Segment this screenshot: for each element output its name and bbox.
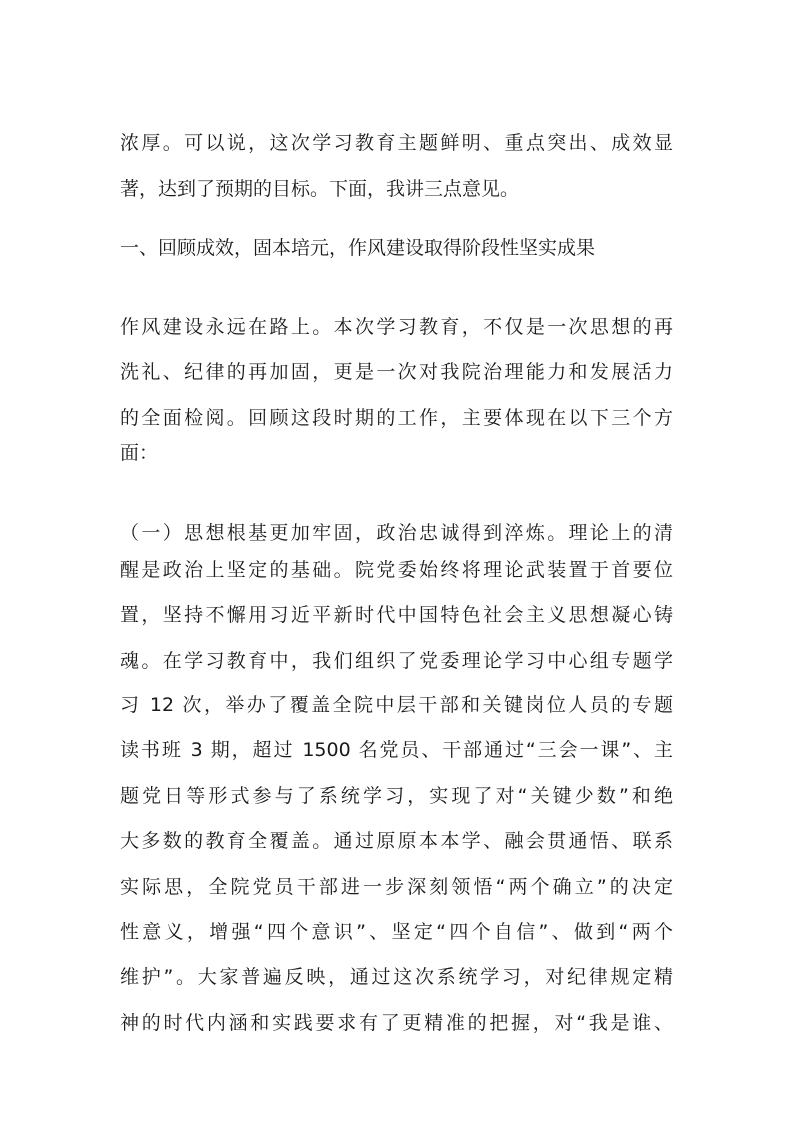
text-line: 浓厚。可以说，这次学习教育主题鲜明、重点突出、成效显: [120, 132, 673, 154]
text-line: 维护”。大家普遍反映，通过这次系统学习，对纪律规定精: [120, 966, 673, 988]
text-line: （一）思想根基更加牢固，政治忠诚得到淬炼。理论上的清: [120, 522, 673, 544]
text-line: 读书班 3 期，超过 1500 名党员、干部通过“三会一课”、主: [120, 739, 673, 761]
text-line: 的全面检阅。回顾这段时期的工作，主要体现在以下三个方: [120, 407, 673, 429]
text-line: 题党日等形式参与了系统学习，实现了对“关键少数”和绝: [120, 785, 673, 807]
text-line: 面：: [120, 442, 159, 464]
text-line: 习 12 次，举办了覆盖全院中层干部和关键岗位人员的专题: [120, 694, 673, 716]
text-line: 性意义，增强“四个意识”、坚定“四个自信”、做到“两个: [120, 921, 673, 943]
text-line: 醒是政治上坚定的基础。院党委始终将理论武装置于首要位: [120, 559, 673, 581]
text-line: 著，达到了预期的目标。下面，我讲三点意见。: [120, 178, 520, 200]
section-heading: 一、回顾成效，固本培元，作风建设取得阶段性坚实成果: [120, 237, 596, 259]
text-line: 洗礼、纪律的再加固，更是一次对我院治理能力和发展活力: [120, 361, 673, 383]
text-line: 魂。在学习教育中，我们组织了党委理论学习中心组专题学: [120, 650, 673, 672]
text-line: 作风建设永远在路上。本次学习教育，不仅是一次思想的再: [120, 316, 673, 338]
text-line: 实际思，全院党员干部进一步深刻领悟“两个确立”的决定: [120, 876, 673, 898]
text-line: 大多数的教育全覆盖。通过原原本本学、融会贯通悟、联系: [120, 830, 673, 852]
text-line: 置，坚持不懈用习近平新时代中国特色社会主义思想凝心铸: [120, 604, 673, 626]
text-line: 神的时代内涵和实践要求有了更精准的把握，对“我是谁、: [120, 1012, 673, 1034]
